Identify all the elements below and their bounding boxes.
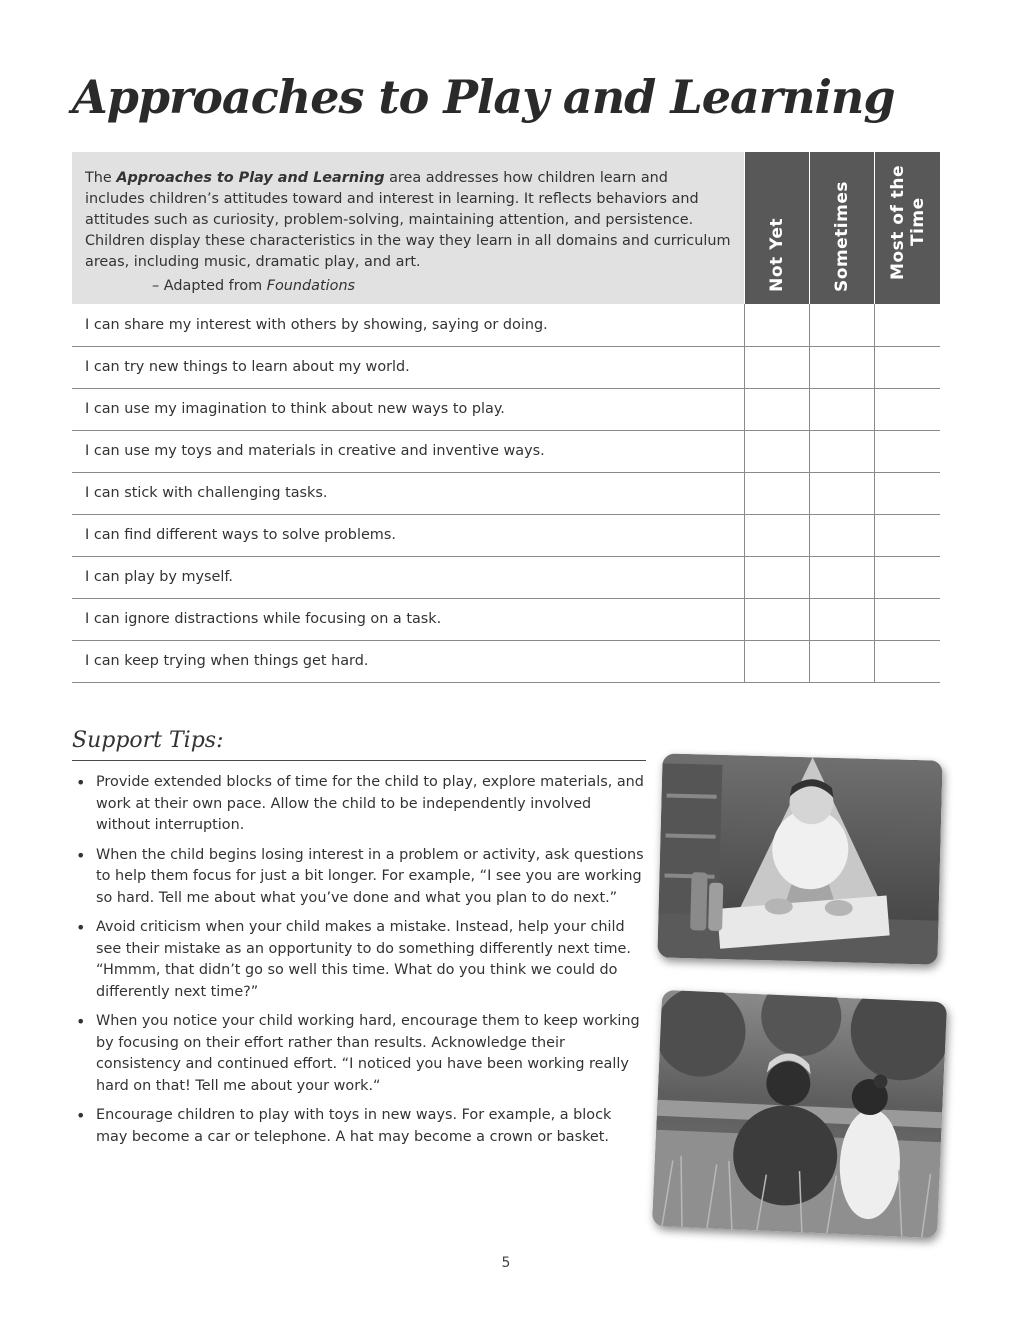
rating-checkbox-not-yet[interactable] — [745, 388, 810, 430]
column-header-sometimes — [810, 152, 875, 304]
page-number: 5 — [501, 1255, 511, 1271]
rating-checkbox-sometimes[interactable] — [810, 388, 875, 430]
support-tip: • When you notice your child working hard, encourage them to keep working by focusing on their effort rather than results. Acknowledge their consistency and continued effort. “I noticed you have been working really hard on that! Tell me about your work.“ — [72, 1011, 644, 1097]
intro-body: area addresses how children learn and includes children’s attitudes toward and interest in learning. It reflects behaviors and attitudes such as curiosity, problem-solving, maintaining attention, and persistence. Children display these characteristics in the way they learn in all domains and curriculum areas, including music, dramatic play, and art. — [85, 170, 731, 270]
rating-checkbox-sometimes[interactable] — [810, 556, 875, 598]
rating-checkbox-most-of-the-time[interactable] — [875, 598, 940, 640]
rating-checkbox-not-yet[interactable] — [745, 472, 810, 514]
checklist-row — [72, 514, 940, 556]
attribution-source: Foundations — [266, 278, 356, 294]
rating-checkbox-not-yet[interactable] — [745, 304, 810, 346]
rating-checkbox-most-of-the-time[interactable] — [875, 430, 940, 472]
checklist-header-row — [72, 152, 940, 304]
support-tip: • When the child begins losing interest in a problem or activity, ask questions to help them focus for just a bit longer. For example, “I see you are working so hard. Tell me about what you’ve done and what you plan to do next.” — [72, 845, 644, 910]
checklist-items — [72, 304, 940, 682]
rating-checkbox-most-of-the-time[interactable] — [875, 304, 940, 346]
rating-checkbox-sometimes[interactable] — [810, 430, 875, 472]
rating-checkbox-sometimes[interactable] — [810, 346, 875, 388]
rating-checkbox-not-yet[interactable] — [745, 556, 810, 598]
rating-checkbox-most-of-the-time[interactable] — [875, 556, 940, 598]
skill-statement: I can try new things to learn about my world. — [72, 346, 745, 388]
checklist-row — [72, 388, 940, 430]
rating-checkbox-sometimes[interactable] — [810, 640, 875, 682]
skill-statement: I can use my imagination to think about new ways to play. — [72, 388, 745, 430]
rating-checkbox-sometimes[interactable] — [810, 304, 875, 346]
support-tips-heading: Support Tips: — [72, 728, 224, 753]
skill-statement: I can find different ways to solve problems. — [72, 514, 745, 556]
rating-checkbox-not-yet[interactable] — [745, 514, 810, 556]
column-header-label: Sometimes — [832, 181, 853, 292]
checklist-row — [72, 304, 940, 346]
skill-statement: I can play by myself. — [72, 556, 745, 598]
checklist-row — [72, 556, 940, 598]
rating-checkbox-most-of-the-time[interactable] — [875, 640, 940, 682]
column-header-most-of-the-time — [875, 152, 940, 304]
rating-checkbox-most-of-the-time[interactable] — [875, 472, 940, 514]
intro-description — [72, 152, 745, 304]
rating-checkbox-sometimes[interactable] — [810, 514, 875, 556]
support-tip: • Provide extended blocks of time for the child to play, explore materials, and work at their own pace. Allow the child to be independently involved without interruption. — [72, 772, 644, 837]
rating-checkbox-not-yet[interactable] — [745, 430, 810, 472]
rating-checkbox-not-yet[interactable] — [745, 346, 810, 388]
skill-statement: I can share my interest with others by showing, saying or doing. — [72, 304, 745, 346]
rating-checkbox-sometimes[interactable] — [810, 472, 875, 514]
intro-emphasis: Approaches to Play and Learning — [116, 170, 385, 186]
checklist-row — [72, 472, 940, 514]
support-tip: • Avoid criticism when your child makes a mistake. Instead, help your child see their mistake as an opportunity to do something differently next time. “Hmmm, that didn’t go so well this time. What do you think we could do differently next time?” — [72, 917, 644, 1003]
skills-checklist-table — [72, 152, 940, 683]
intro-lead: The — [85, 170, 117, 186]
rating-checkbox-not-yet[interactable] — [745, 598, 810, 640]
skill-statement: I can stick with challenging tasks. — [72, 472, 745, 514]
page-title: Approaches to Play and Learning — [72, 70, 895, 124]
intro-attribution — [152, 276, 731, 297]
support-tips-list — [72, 772, 644, 1156]
skill-statement: I can use my toys and materials in creative and inventive ways. — [72, 430, 745, 472]
rating-checkbox-most-of-the-time[interactable] — [875, 346, 940, 388]
skill-statement: I can keep trying when things get hard. — [72, 640, 745, 682]
column-header-not-yet — [745, 152, 810, 304]
intro-paragraph — [85, 168, 731, 273]
rating-checkbox-sometimes[interactable] — [810, 598, 875, 640]
column-header-label: Most of the Time — [887, 164, 928, 280]
support-tips-divider — [72, 760, 646, 761]
column-header-label: Not Yet — [767, 218, 788, 292]
skill-statement: I can ignore distractions while focusing on a task. — [72, 598, 745, 640]
rating-checkbox-not-yet[interactable] — [745, 640, 810, 682]
checklist-row — [72, 598, 940, 640]
rating-checkbox-most-of-the-time[interactable] — [875, 514, 940, 556]
parent-child-outdoor-photo — [652, 990, 947, 1238]
checklist-row — [72, 640, 940, 682]
checklist-row — [72, 346, 940, 388]
support-tip: • Encourage children to play with toys in new ways. For example, a block may become a car or telephone. A hat may become a crown or basket. — [72, 1105, 644, 1148]
checklist-row — [72, 430, 940, 472]
attribution-prefix: – Adapted from — [152, 278, 267, 294]
rating-checkbox-most-of-the-time[interactable] — [875, 388, 940, 430]
child-painting-photo — [657, 753, 942, 964]
